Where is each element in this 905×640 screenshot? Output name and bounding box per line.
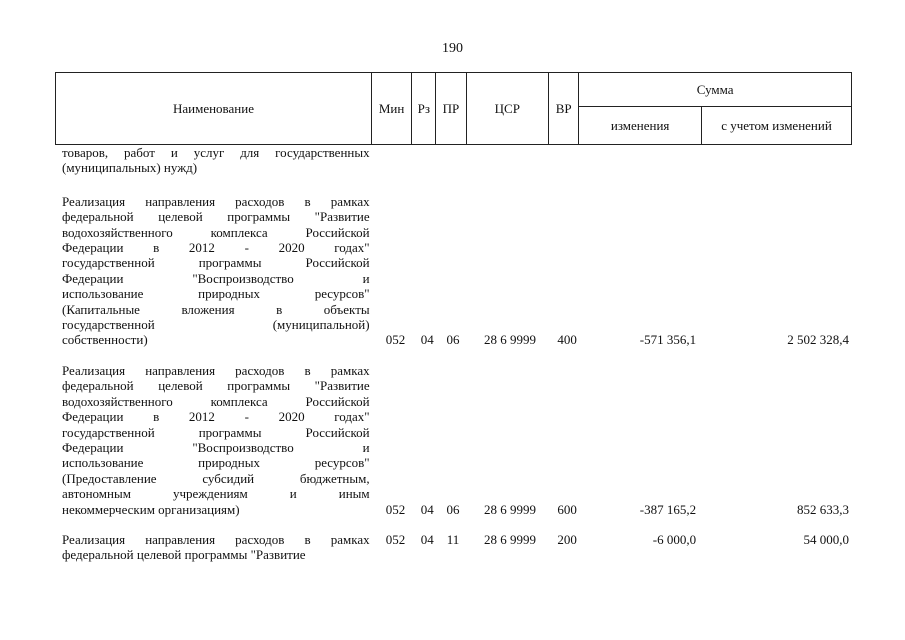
- page-number: 190: [442, 41, 463, 56]
- row-name-line: государственной программы Российской: [62, 424, 370, 440]
- row-name-line: товаров, работ и услуг для государственных: [62, 145, 370, 160]
- row-pr: 06: [446, 501, 460, 517]
- table-body: [55, 145, 852, 563]
- row-rz: 04: [420, 501, 434, 517]
- row-name: [55, 194, 375, 348]
- row-total: 852 633,3: [796, 501, 849, 517]
- row-min: 052: [385, 531, 406, 547]
- row-pr: 11: [446, 531, 460, 547]
- row-name: [55, 363, 375, 517]
- row-min: 052: [385, 332, 406, 348]
- row-change: -387 165,2: [639, 501, 697, 517]
- header-change: изменения: [579, 107, 702, 145]
- header-csr: ЦСР: [466, 73, 549, 145]
- row-vr: 600: [557, 501, 577, 517]
- header-name: Наименование: [56, 73, 372, 145]
- row-name-line: использование природных ресурсов": [62, 286, 370, 302]
- row-gap: [55, 176, 852, 194]
- table-header: [55, 72, 852, 145]
- row-gap: [55, 517, 852, 532]
- row-name-line: государственной программы Российской: [62, 255, 370, 271]
- row-name-line: Федерации "Воспроизводство и: [62, 439, 370, 455]
- row-csr: 28 6 9999: [484, 531, 537, 547]
- header-min: Мин: [371, 73, 411, 145]
- row-name-line: водохозяйственного комплекса Российской: [62, 393, 370, 409]
- row-name-line: (муниципальных) нужд): [62, 160, 198, 176]
- row-name-line: Реализация направления расходов в рамках: [62, 362, 370, 378]
- row-change: -6 000,0: [652, 531, 697, 547]
- row-change: -571 356,1: [639, 332, 697, 348]
- row-total: 54 000,0: [803, 531, 849, 547]
- table-row: [55, 194, 852, 348]
- header-with-change: с учетом изменений: [702, 107, 852, 145]
- row-name-line: Реализация направления расходов в рамках: [62, 531, 370, 547]
- row-csr: 28 6 9999: [484, 332, 537, 348]
- row-name-line: федеральной целевой программы "Развитие: [62, 547, 306, 563]
- row-name-line: государственной (муниципальной): [62, 317, 370, 333]
- row-name-line: Федерации в 2012 - 2020 годах": [62, 240, 370, 256]
- row-rz: 04: [420, 531, 434, 547]
- table-row: [55, 532, 852, 563]
- row-rz: 04: [420, 332, 434, 348]
- header-pr: ПР: [436, 73, 466, 145]
- row-name-line: Федерации в 2012 - 2020 годах": [62, 409, 370, 425]
- row-csr: 28 6 9999: [484, 501, 537, 517]
- row-name-line: собственности): [62, 332, 148, 348]
- header-vr: ВР: [549, 73, 579, 145]
- header-rz: Рз: [412, 73, 436, 145]
- row-name-line: федеральной целевой программы "Развитие: [62, 209, 370, 225]
- table-row: [55, 363, 852, 517]
- row-name-line: автономным учреждениям и иным: [62, 486, 370, 502]
- row-name-line: некоммерческим организациям): [62, 501, 240, 517]
- row-name-line: использование природных ресурсов": [62, 455, 370, 471]
- row-name-line: водохозяйственного комплекса Российской: [62, 224, 370, 240]
- row-vr: 400: [557, 332, 577, 348]
- row-name-line: (Капитальные вложения в объекты: [62, 301, 370, 317]
- header-sum: Сумма: [579, 73, 852, 107]
- row-name-line: Реализация направления расходов в рамках: [62, 193, 370, 209]
- row-min: 052: [385, 501, 406, 517]
- row-name-line: Федерации "Воспроизводство и: [62, 270, 370, 286]
- table-row: [55, 145, 852, 176]
- row-total: 2 502 328,4: [787, 332, 849, 348]
- row-name: [55, 532, 375, 563]
- row-name-line: (Предоставление субсидий бюджетным,: [62, 470, 370, 486]
- row-pr: 06: [446, 332, 460, 348]
- row-vr: 200: [557, 531, 577, 547]
- row-gap: [55, 348, 852, 363]
- row-name-line: федеральной целевой программы "Развитие: [62, 378, 370, 394]
- row-name: [55, 145, 375, 176]
